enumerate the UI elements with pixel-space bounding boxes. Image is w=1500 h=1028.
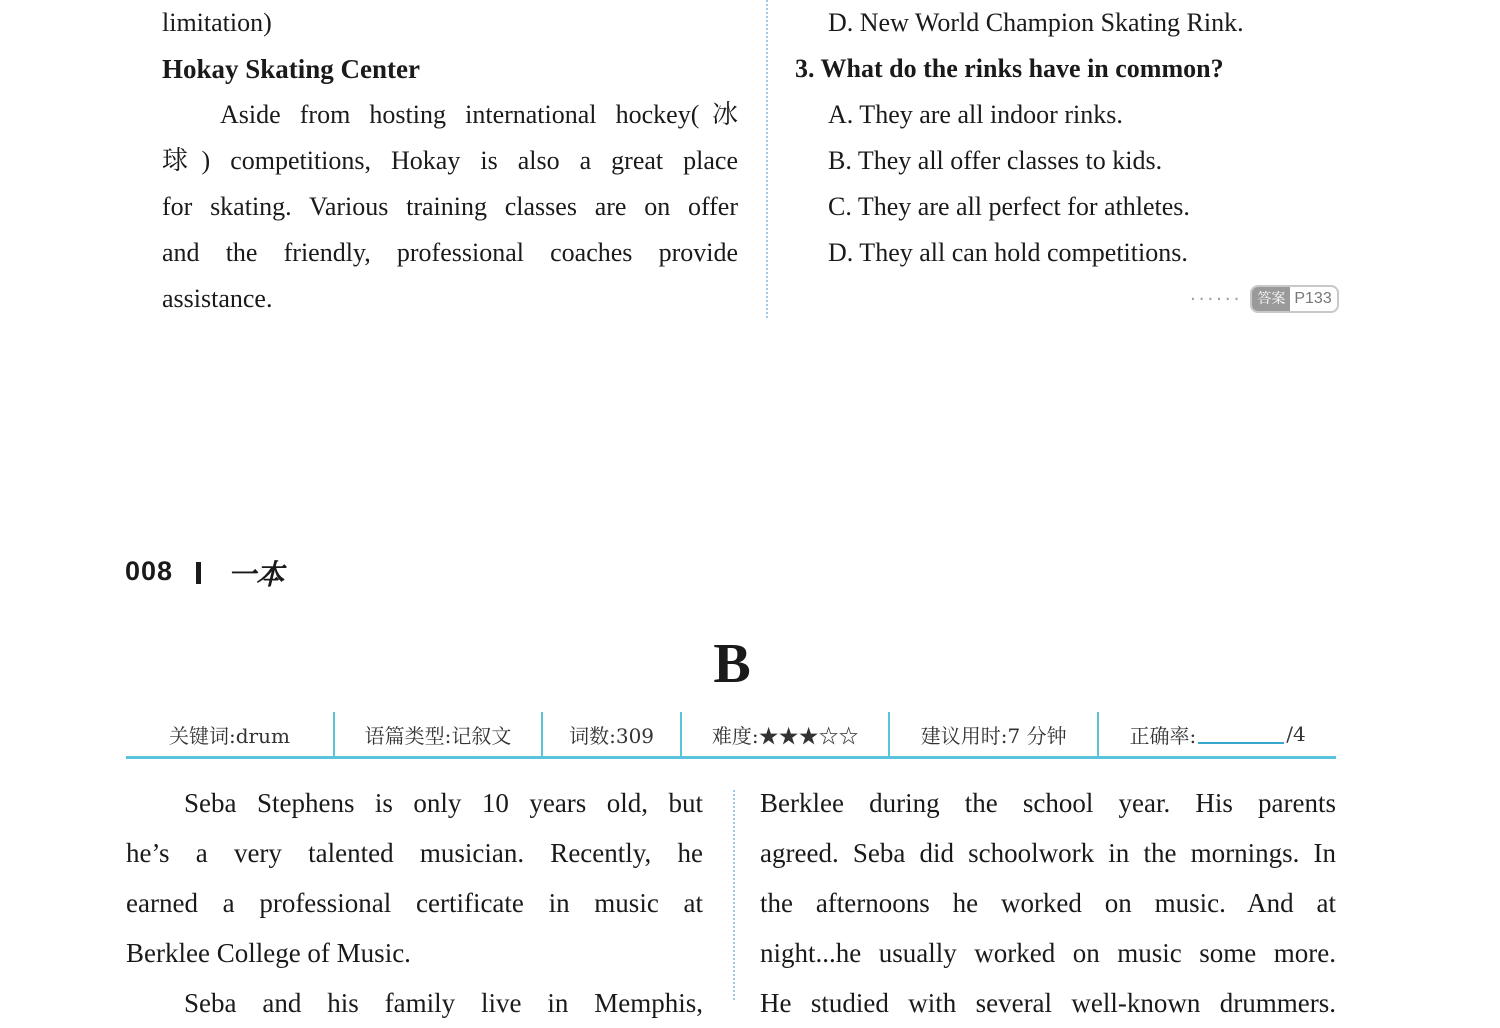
info-suggested-time: 建议用时:7 分钟 [890, 712, 1099, 756]
paragraph-line: assistance. [162, 284, 273, 313]
info-word-count: 词数:309 [543, 712, 682, 756]
option-a: A. They are all indoor rinks. [828, 100, 1123, 129]
section-b-left-column [126, 778, 703, 1028]
paragraph-line: Aside from hosting international hockey(冰 [220, 100, 738, 129]
prev-paragraph-tail: limitation) [162, 8, 272, 37]
section-letter: B [713, 633, 751, 695]
passage-line: night...he usually worked on music some more. [760, 938, 1336, 968]
passage-info-bar [126, 712, 1336, 759]
top-left-column [162, 0, 738, 322]
accuracy-total: /4 [1286, 722, 1306, 746]
passage-line: Seba Stephens is only 10 years old, but [184, 788, 703, 818]
info-text-type: 语篇类型:记叙文 [335, 712, 543, 756]
rink-heading-hokay: Hokay Skating Center [162, 54, 421, 84]
answer-page: P133 [1294, 290, 1332, 307]
top-right-column [795, 0, 1315, 276]
accuracy-blank[interactable] [1198, 724, 1284, 744]
passage-line: Seba and his family live in Memphis, [184, 988, 703, 1018]
answer-label: 答案 [1252, 287, 1290, 311]
leader-dots: ······ [1190, 288, 1243, 310]
column-divider-top [766, 0, 768, 318]
info-difficulty: 难度:★★★☆☆ [682, 712, 890, 756]
paragraph-line: and the friendly, professional coaches provide [162, 238, 738, 267]
info-keyword: 关键词:drum [126, 712, 335, 756]
option-c: C. They are all perfect for athletes. [828, 192, 1190, 221]
prev-option-d: D. New World Champion Skating Rink. [828, 8, 1244, 37]
passage-line: he’s a very talented musician. Recently, he [126, 838, 703, 868]
answer-reference[interactable] [1190, 286, 1339, 312]
passage-line: He studied with several well-known drummers. [760, 988, 1336, 1018]
section-b-right-column [760, 778, 1336, 1028]
book-name-logo: 一本 [228, 558, 285, 591]
page-number: 008 [125, 556, 174, 586]
page-separator-bar [196, 562, 201, 584]
info-accuracy [1099, 712, 1336, 756]
column-divider-bottom [733, 790, 735, 1000]
answer-badge[interactable] [1250, 285, 1338, 313]
accuracy-label: 正确率: [1129, 723, 1197, 748]
option-b: B. They all offer classes to kids. [828, 146, 1163, 175]
option-d: D. They all can hold competitions. [828, 238, 1188, 267]
passage-line: agreed. Seba did schoolwork in the mornings. In [760, 838, 1336, 868]
passage-line: the afternoons he worked on music. And at [760, 888, 1336, 918]
passage-line: earned a professional certificate in music at [126, 888, 703, 918]
passage-line: Berklee College of Music. [126, 938, 411, 968]
paragraph-line: for skating. Various training classes are on offer [162, 192, 738, 221]
question-3: 3. What do the rinks have in common? [795, 54, 1224, 83]
passage-line: Berklee during the school year. His parents [760, 788, 1336, 818]
paragraph-line: 球) competitions, Hokay is also a great place [162, 146, 738, 175]
